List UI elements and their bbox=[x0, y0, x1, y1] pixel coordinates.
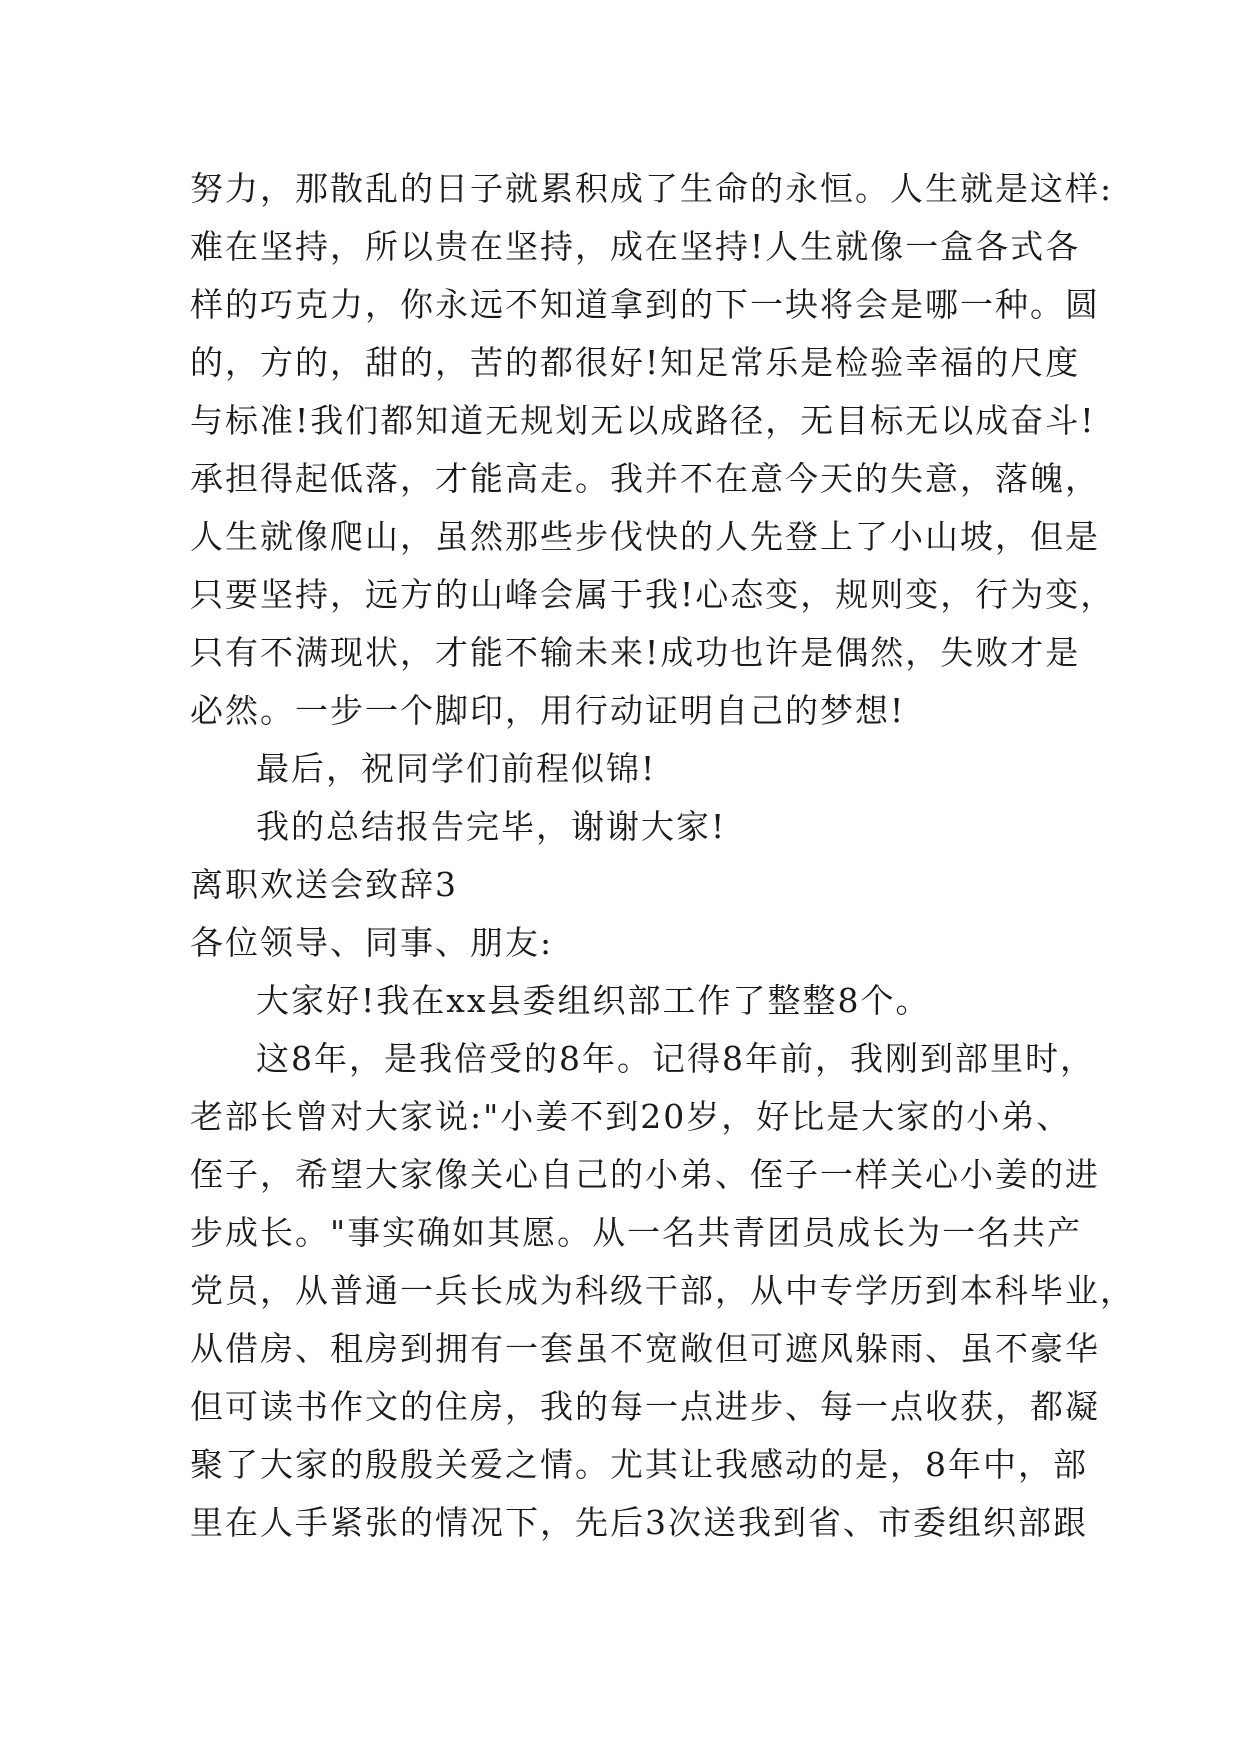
paragraph-line: 只要坚持，远方的山峰会属于我!心态变，规则变，行为变， bbox=[190, 575, 1116, 614]
paragraph-line: 大家好!我在xx县委组织部工作了整整8个。 bbox=[256, 981, 931, 1020]
paragraph-line: 必然。一步一个脚印，用行动证明自己的梦想! bbox=[190, 691, 906, 730]
paragraph-line: 只有不满现状，才能不输未来!成功也许是偶然，失败才是 bbox=[190, 633, 1081, 672]
closing-thanks: 我的总结报告完毕，谢谢大家! bbox=[256, 807, 727, 846]
salutation: 各位领导、同事、朋友: bbox=[190, 923, 554, 962]
paragraph-line: 与标准!我们都知道无规划无以成路径，无目标无以成奋斗! bbox=[190, 401, 1096, 440]
paragraph-line: 侄子，希望大家像关心自己的小弟、侄子一样关心小姜的进 bbox=[190, 1155, 1100, 1194]
paragraph-line: 难在坚持，所以贵在坚持，成在坚持!人生就像一盒各式各 bbox=[190, 227, 1081, 266]
closing-wish: 最后，祝同学们前程似锦! bbox=[256, 749, 657, 788]
paragraph-line: 但可读书作文的住房，我的每一点进步、每一点收获，都凝 bbox=[190, 1387, 1100, 1426]
paragraph-line: 从借房、租房到拥有一套虽不宽敞但可遮风躲雨、虽不豪华 bbox=[190, 1329, 1100, 1368]
document-body bbox=[190, 160, 1135, 1552]
paragraph-line: 这8年，是我倍受的8年。记得8年前，我刚到部里时， bbox=[256, 1039, 1095, 1078]
paragraph-line: 样的巧克力，你永远不知道拿到的下一块将会是哪一种。圆 bbox=[190, 285, 1100, 324]
paragraph-line: 聚了大家的殷殷关爱之情。尤其让我感动的是，8年中，部 bbox=[190, 1445, 1088, 1484]
paragraph-line: 的，方的，甜的，苦的都很好!知足常乐是检验幸福的尺度 bbox=[190, 343, 1081, 382]
paragraph-line: 老部长曾对大家说:"小姜不到20岁，好比是大家的小弟、 bbox=[190, 1097, 1072, 1136]
paragraph-line: 承担得起低落，才能高走。我并不在意今天的失意，落魄， bbox=[190, 459, 1100, 498]
paragraph-line: 里在人手紧张的情况下，先后3次送我到省、市委组织部跟 bbox=[190, 1503, 1088, 1542]
paragraph-line: 努力，那散乱的日子就累积成了生命的永恒。人生就是这样: bbox=[190, 169, 1114, 208]
section-title: 离职欢送会致辞3 bbox=[190, 865, 458, 904]
paragraph-line: 党员，从普通一兵长成为科级干部，从中专学历到本科毕业， bbox=[190, 1271, 1135, 1310]
paragraph-line: 步成长。"事实确如其愿。从一名共青团员成长为一名共产 bbox=[190, 1213, 1083, 1252]
paragraph-line: 人生就像爬山，虽然那些步伐快的人先登上了小山坡，但是 bbox=[190, 517, 1100, 556]
